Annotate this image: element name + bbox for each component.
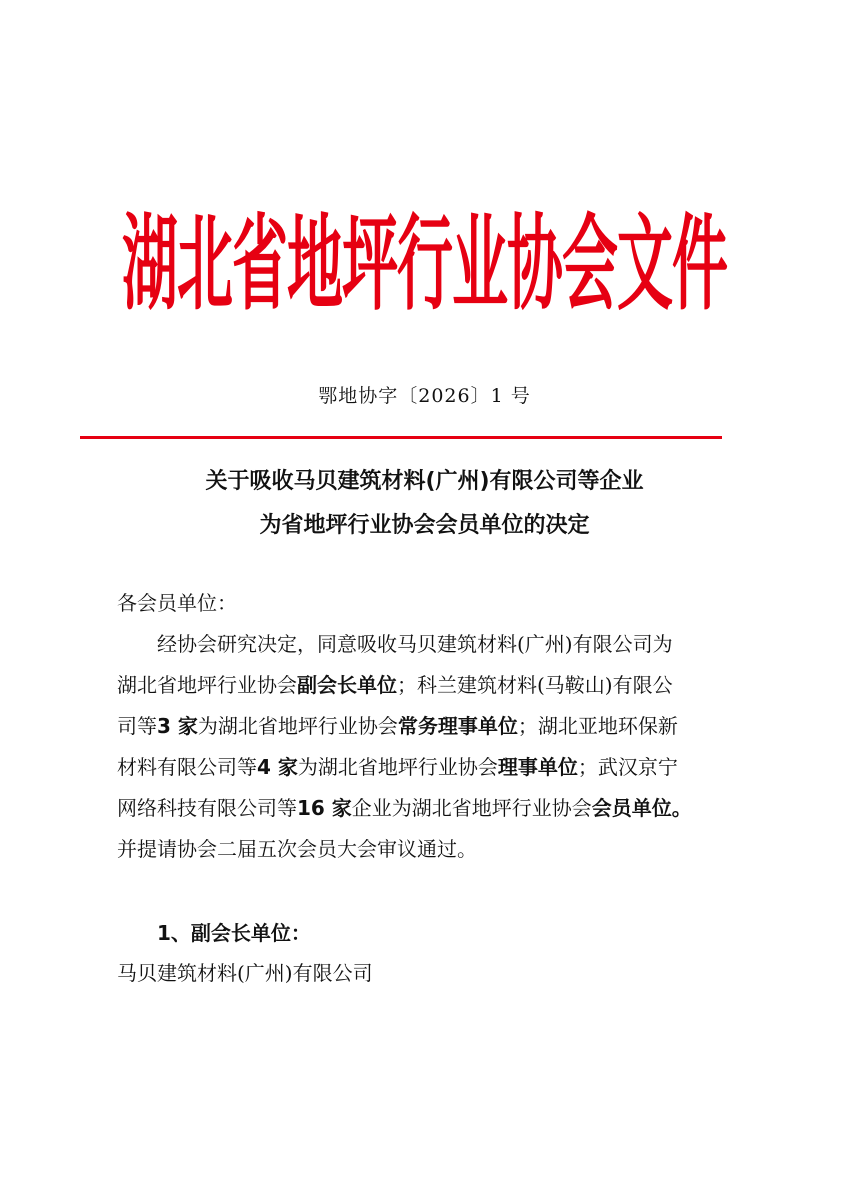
emphasis-director: 理事单位 [497, 755, 578, 779]
text-run: ；科兰建筑材料(马鞍山)有限公 [397, 673, 673, 697]
emphasis-count: 4 家 [257, 755, 298, 779]
masthead-title: 湖北省地坪行业协会文件 [122, 205, 727, 326]
emphasis-vice-president: 副会长单位 [297, 673, 397, 697]
section-item: 马贝建筑材料(广州)有限公司 [117, 961, 373, 985]
section-heading-text: 1、副会长单位： [157, 921, 311, 945]
emphasis-count: 3 家 [157, 714, 198, 738]
salutation: 各会员单位： [117, 591, 237, 615]
paragraph-line-1: 经协会研究决定，同意吸收马贝建筑材料(广州)有限公司为 [157, 632, 673, 656]
text-run: ；湖北亚地环保新 [517, 714, 678, 738]
text-run: 湖北省地坪行业协会 [117, 673, 297, 697]
text-run: 为湖北省地坪行业协会 [197, 714, 398, 738]
emphasis-member: 会员单位。 [591, 796, 692, 820]
paragraph-line-2 [117, 670, 673, 700]
paragraph-line-3 [117, 711, 678, 741]
paragraph-line-6: 并提请协会二届五次会员大会审议通过。 [117, 837, 477, 861]
text-run: 网络科技有限公司等 [117, 796, 297, 820]
text-run: ；武汉京宁 [577, 755, 678, 779]
text-run: 企业为湖北省地坪行业协会 [351, 796, 592, 820]
paragraph-line-5 [117, 793, 692, 823]
text-run: 司等 [117, 714, 157, 738]
text-run: 为湖北省地坪行业协会 [297, 755, 498, 779]
emphasis-count: 16 家 [297, 796, 352, 820]
emphasis-executive-director: 常务理事单位 [397, 714, 518, 738]
document-title-line-2: 为省地坪行业协会会员单位的决定 [259, 513, 590, 538]
section-heading-vice-president [157, 918, 311, 948]
document-number: 鄂地协字〔2026〕1 号 [318, 385, 531, 407]
red-divider-rule [80, 436, 722, 439]
paragraph-line-4 [117, 752, 678, 782]
document-title-line-1: 关于吸收马贝建筑材料(广州)有限公司等企业 [205, 469, 644, 494]
document-masthead [60, 198, 789, 326]
text-run: 材料有限公司等 [117, 755, 257, 779]
